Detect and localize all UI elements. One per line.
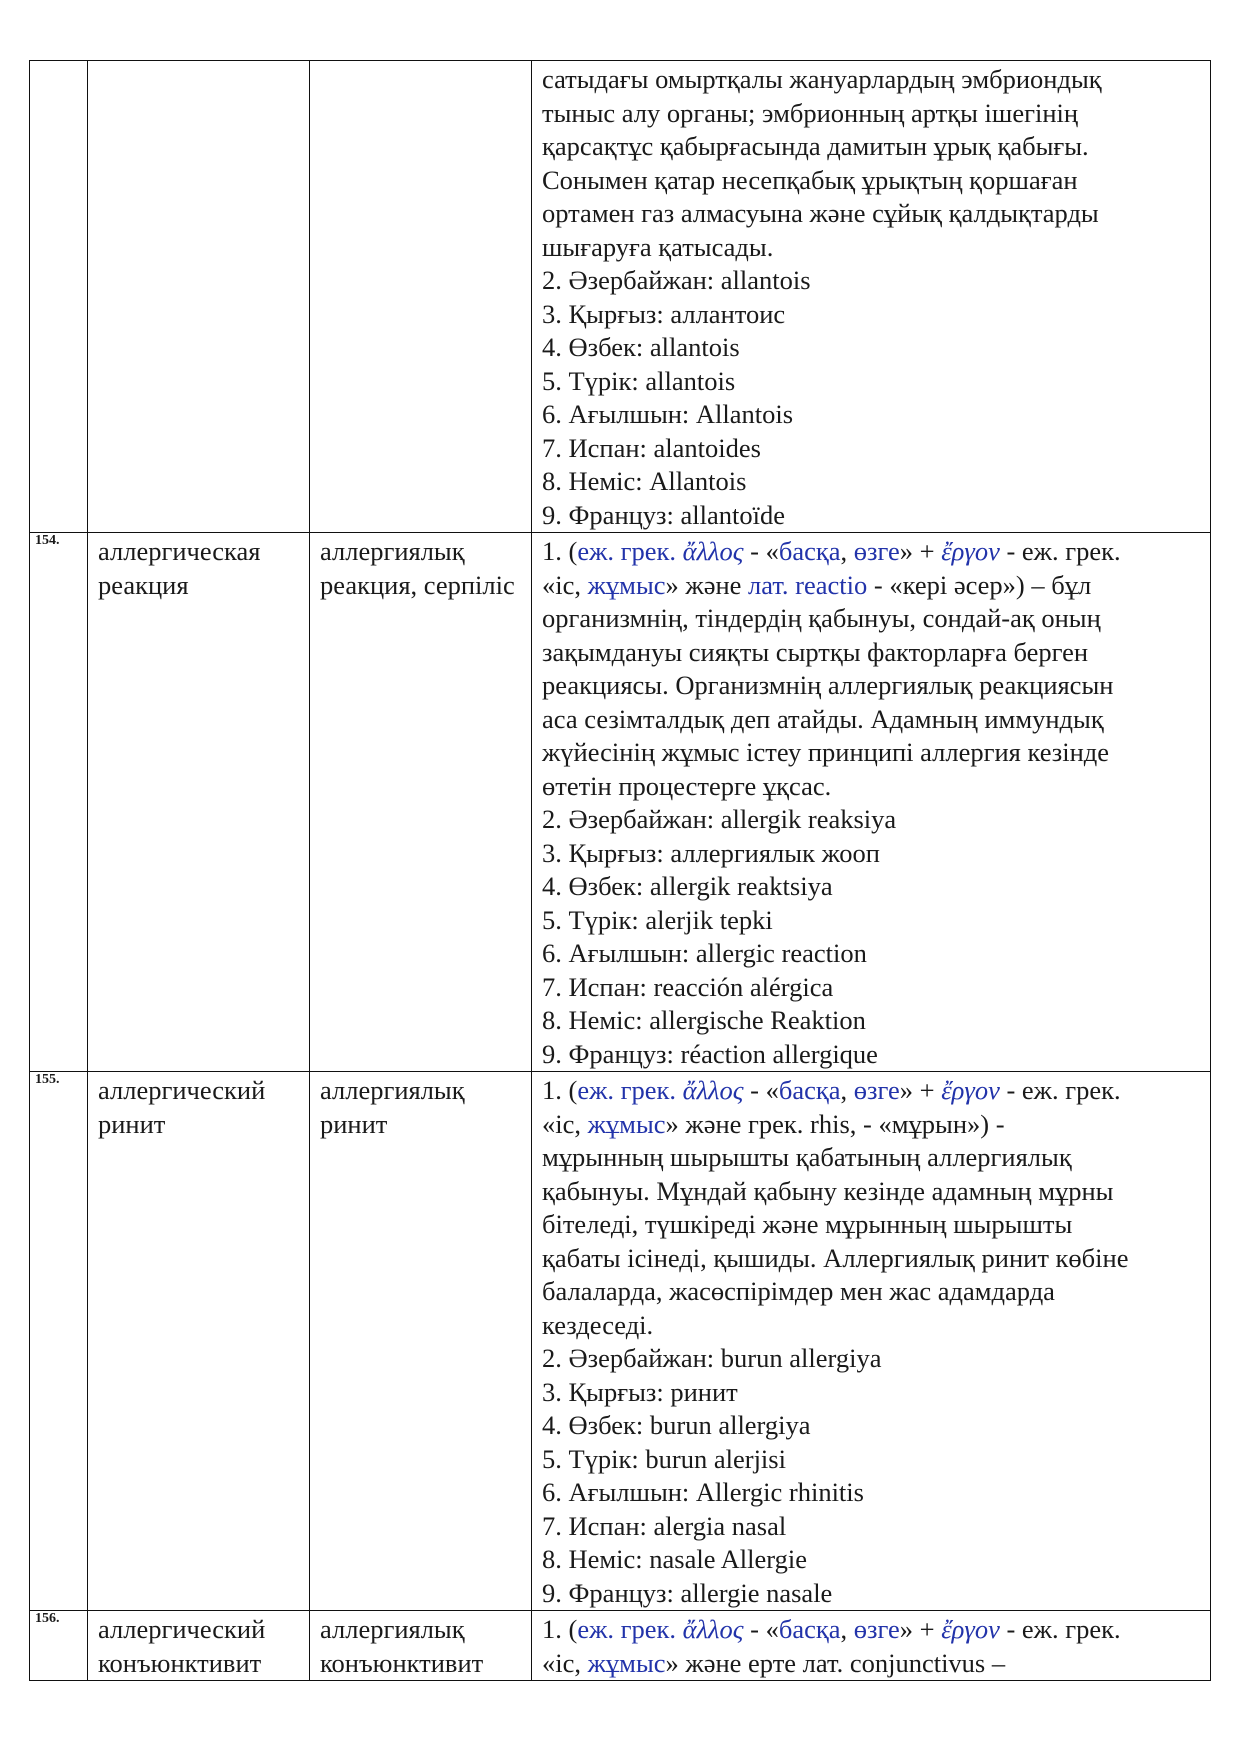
definition-line: ортамен газ алмасуына және сұйық қалдықтарды: [542, 198, 1099, 228]
translation-english: 6. Ағылшын: Allergic rhinitis: [542, 1477, 864, 1507]
definition-cell: [532, 1611, 1211, 1681]
definition-line: организмнің, тіндердің қабынуы, сондай-ақ оның: [542, 603, 1101, 633]
translation-kyrgyz: 3. Қырғыз: ринит: [542, 1376, 738, 1407]
definition-line: зақымдануы сияқты сыртқы факторларға берген: [542, 636, 1089, 667]
definition-cell: [532, 533, 1211, 1072]
translation-kyrgyz: 3. Қырғыз: аллергиялык жооп: [542, 837, 880, 868]
definition-line: балаларда, жасөспірімдер мен жас адамдарда: [542, 1276, 1055, 1306]
translation-english: 6. Ағылшын: Allantois: [542, 399, 794, 429]
etymology-line: «іс, жұмыс» және грек. rhis, - «мұрын») -: [542, 1108, 1005, 1139]
kazakh-term: [310, 61, 532, 533]
definition-line: қабынуы. Мұндай қабыну кезінде адамның мұрны: [542, 1175, 1114, 1206]
russian-term: аллергический ринит: [88, 1072, 310, 1611]
entry-number: 154.: [30, 533, 88, 1072]
dictionary-table: [29, 60, 1211, 1681]
etymology-line: 1. (еж. грек. ἄλλος - «басқа, өзге» + ἔργον - еж. грек.: [542, 1075, 1121, 1105]
translation-turkish: 5. Түрік: allantois: [542, 365, 736, 396]
table-row: [30, 1072, 1211, 1611]
etymology-line: 1. (еж. грек. ἄλλος - «басқа, өзге» + ἔργον - еж. грек.: [542, 1614, 1121, 1644]
russian-term: [88, 61, 310, 533]
translation-turkish: 5. Түрік: burun alerjisi: [542, 1443, 786, 1474]
definition-cell: [532, 1072, 1211, 1611]
entry-number: 155.: [30, 1072, 88, 1611]
translation-german: 8. Неміс: nasale Allergie: [542, 1544, 807, 1574]
translation-french: 9. Француз: allantoïde: [542, 499, 786, 530]
table-row: [30, 533, 1211, 1072]
definition-line: сатыдағы омыртқалы жануарлардың эмбриондық: [542, 64, 1102, 94]
translation-uzbek: 4. Өзбек: allantois: [542, 332, 740, 362]
definition-line: Сонымен қатар несепқабық ұрықтың қоршаған: [542, 164, 1078, 195]
definition-line: қарсақтұс қабырғасында дамитын ұрық қабығы.: [542, 131, 1089, 161]
definition-line: реакциясы. Организмнің аллергиялық реакциясын: [542, 670, 1114, 700]
definition-line: аса сезімталдық деп атайды. Адамның иммундық: [542, 703, 1104, 734]
translation-german: 8. Неміс: allergische Reaktion: [542, 1005, 866, 1035]
definition-line: бітеледі, түшкіреді және мұрынның шырышты: [542, 1209, 1073, 1239]
translation-kyrgyz: 3. Қырғыз: аллантоис: [542, 298, 786, 329]
entry-number: 156.: [30, 1611, 88, 1681]
definition-cell: [532, 61, 1211, 533]
kazakh-term: аллергиялық конъюнктивит: [310, 1611, 532, 1681]
definition-line: қабаты ісінеді, қышиды. Аллергиялық ринит көбіне: [542, 1242, 1129, 1273]
definition-line: шығаруға қатысады.: [542, 231, 774, 262]
definition-line: өтетін процестерге ұқсас.: [542, 770, 832, 801]
kazakh-term: аллергиялық ринит: [310, 1072, 532, 1611]
translation-french: 9. Француз: allergie nasale: [542, 1577, 833, 1608]
russian-term: аллергический конъюнктивит: [88, 1611, 310, 1681]
definition-line: жүйесінің жұмыс істеу принципі аллергия кезінде: [542, 737, 1110, 767]
etymology-line: «іс, жұмыс» және лат. reactio - «кері әсер») – бұл: [542, 569, 1092, 600]
translation-spanish: 7. Испан: alantoides: [542, 432, 761, 463]
definition-line: мұрынның шырышты қабатының аллергиялық: [542, 1142, 1072, 1172]
etymology-line: «іс, жұмыс» және ерте лат. conjunctivus –: [542, 1647, 1006, 1678]
translation-turkish: 5. Түрік: alerjik tepki: [542, 904, 773, 935]
translation-english: 6. Ағылшын: allergic reaction: [542, 938, 867, 968]
translation-uzbek: 4. Өзбек: allergik reaktsiya: [542, 871, 833, 901]
table-row: [30, 1611, 1211, 1681]
definition-line: тыныс алу органы; эмбрионның артқы ішегінің: [542, 97, 1079, 128]
translation-azerbaijani: 2. Әзербайжан: allergik reaksiya: [542, 804, 897, 834]
kazakh-term: аллергиялық реакция, серпіліс: [310, 533, 532, 1072]
translation-azerbaijani: 2. Әзербайжан: burun allergiya: [542, 1343, 882, 1373]
translation-uzbek: 4. Өзбек: burun allergiya: [542, 1410, 811, 1440]
translation-azerbaijani: 2. Әзербайжан: allantois: [542, 265, 811, 295]
table-row: [30, 61, 1211, 533]
etymology-line: 1. (еж. грек. ἄλλος - «басқа, өзге» + ἔργον - еж. грек.: [542, 536, 1121, 566]
translation-spanish: 7. Испан: alergia nasal: [542, 1510, 787, 1541]
translation-french: 9. Француз: réaction allergique: [542, 1038, 878, 1069]
entry-number: [30, 61, 88, 533]
translation-german: 8. Неміс: Allantois: [542, 466, 747, 496]
translation-spanish: 7. Испан: reacción alérgica: [542, 971, 834, 1002]
definition-line: кездеседі.: [542, 1309, 654, 1340]
russian-term: аллергическая реакция: [88, 533, 310, 1072]
